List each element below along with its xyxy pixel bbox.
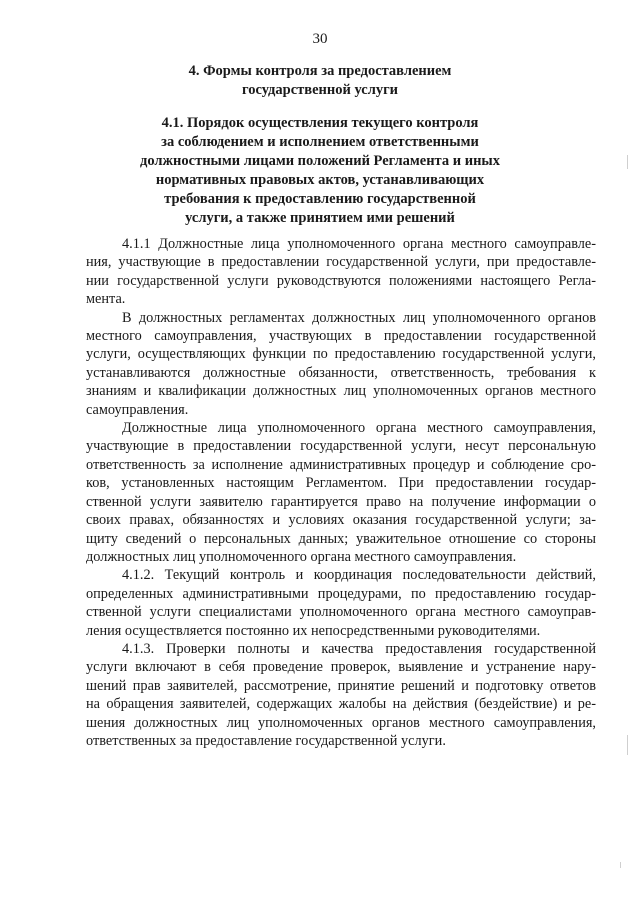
- text-line: ственной услуги специалистами уполномоченного органа местного самоуправ-: [86, 604, 596, 621]
- subsection-title-line: нормативных правовых актов, устанавливающих: [155, 172, 485, 188]
- text-line: 4.1.3. Проверки полноты и качества предоставления государственной: [122, 640, 596, 657]
- subsection-title-line: услуги, а также принятием ими решений: [185, 210, 455, 226]
- scan-edge-mark: [627, 735, 628, 755]
- body-text: [86, 235, 596, 750]
- text-line: ственной услуги заявителю гарантируется право на получение информации о: [86, 493, 596, 510]
- text-line: мента.: [86, 291, 126, 308]
- text-line: ления осуществляется постоянно их непосредственными руководителями.: [86, 622, 541, 639]
- subsection-title-line: 4.1. Порядок осуществления текущего контроля: [161, 115, 479, 131]
- text-line: участвующие в предоставлении государственной услуги, несут персональную: [86, 438, 596, 455]
- text-line: услуги включают в себя проведение проверок, выявление и устранение нару-: [86, 659, 596, 676]
- section-title-line: государственной услуги: [241, 82, 399, 98]
- text-line: услуги, осуществляющих функции по предоставлению государственной услуги,: [86, 346, 596, 363]
- section-title: [120, 62, 520, 100]
- text-line: Должностные лица уполномоченного органа местного самоуправления,: [122, 420, 596, 437]
- text-line: В должностных регламентах должностных лиц уполномоченного органов: [122, 309, 596, 326]
- text-line: на обращения заявителей, содержащих жалобы на действия (бездействие) и ре-: [86, 696, 596, 713]
- text-line: ответственных за предоставление государственной услуги.: [86, 732, 446, 749]
- text-line: своих правах, обязанностях и условиях оказания государственной услуги; за-: [86, 512, 596, 529]
- text-line: щиту сведений о персональных данных; уважительное отношение со стороны: [86, 530, 596, 547]
- subsection-title-line: должностными лицами положений Регламента и иных: [139, 153, 500, 169]
- text-line: ответственность за исполнение административных процедур и соблюдение сро-: [86, 456, 596, 473]
- text-line: шения должностных лиц уполномоченных органов местного самоуправления,: [86, 714, 596, 731]
- text-line: нии государственной услуги руководствуются положениями настоящего Регла-: [86, 272, 596, 289]
- text-line: должностных лиц уполномоченного органа местного самоуправления.: [86, 548, 517, 565]
- text-line: самоуправления.: [86, 401, 189, 418]
- text-line: местного самоуправления, участвующих в предоставлении государственной: [86, 328, 596, 345]
- paragraph-4-1-2: [86, 566, 596, 640]
- text-line: шений прав заявителей, рассмотрение, принятие решений и подготовку ответов: [86, 677, 596, 694]
- text-line: ния, участвующие в предоставлении государственной услуги, при предоставле-: [86, 254, 596, 271]
- text-line: 4.1.1 Должностные лица уполномоченного органа местного самоуправле-: [122, 236, 596, 252]
- paragraph-4-1-3: [86, 640, 596, 750]
- scan-edge-mark: [627, 155, 628, 169]
- section-title-line: 4. Формы контроля за предоставлением: [188, 63, 452, 79]
- text-line: 4.1.2. Текущий контроль и координация последовательности действий,: [122, 567, 596, 584]
- subsection-title-line: за соблюдением и исполнением ответственными: [161, 134, 479, 150]
- subsection-title: [120, 114, 520, 228]
- paragraph-job-regulations: [86, 309, 596, 419]
- text-line: ков, установленных настоящим Регламентом. При предоставлении государ-: [86, 475, 596, 492]
- page-number: 30: [312, 31, 328, 47]
- text-line: определенных административными процедурами, по предоставлению государ-: [86, 585, 596, 602]
- text-line: знаниям и квалификации должностных лиц уполномоченных органов местного: [86, 383, 596, 400]
- text-line: устанавливаются должностные обязанности, ответственность, требования к: [86, 364, 596, 381]
- paragraph-4-1-1: [86, 235, 596, 309]
- scan-edge-mark: [620, 862, 621, 868]
- subsection-title-line: требования к предоставлению государственной: [164, 191, 476, 207]
- paragraph-personal-responsibility: [86, 419, 596, 566]
